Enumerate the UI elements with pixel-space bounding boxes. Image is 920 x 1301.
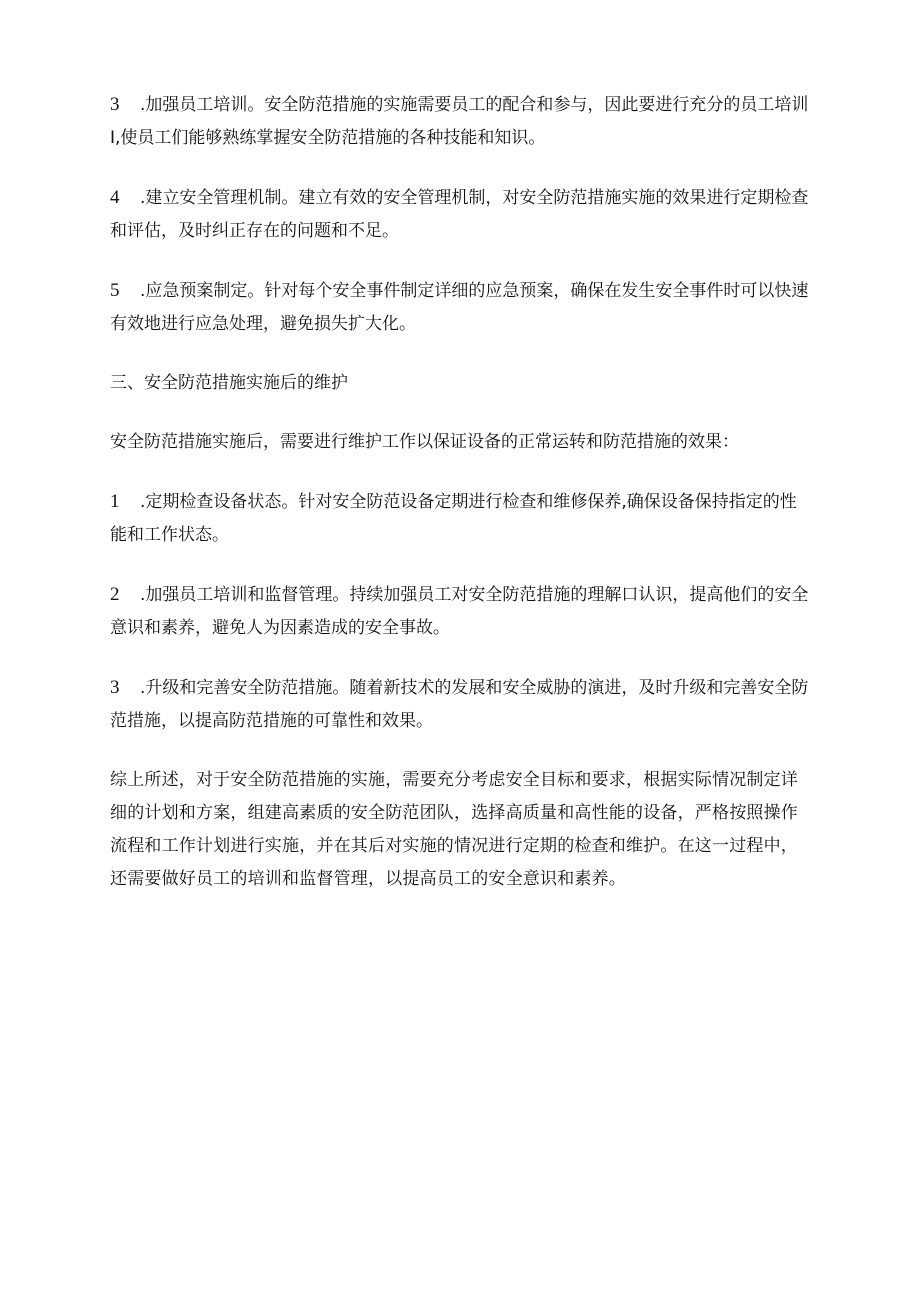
list-item — [110, 274, 810, 341]
list-number: 2 — [110, 584, 120, 605]
list-item — [110, 671, 810, 738]
list-text: .加强员工培训和监督管理。持续加强员工对安全防范措施的理解口认识，提高他们的安全意识和素养，避免人为因素造成的安全事故。 — [110, 585, 809, 638]
section-intro: 安全防范措施实施后，需要进行维护工作以保证设备的正常运转和防范措施的效果： — [110, 432, 739, 452]
document-page — [110, 88, 810, 896]
list-item — [110, 88, 810, 155]
list-item — [110, 578, 810, 645]
list-item — [110, 181, 810, 248]
list-number: 3 — [110, 677, 120, 698]
list-text: .加强员工培训。安全防范措施的实施需要员工的配合和参与，因此要进行充分的员工培训I,使员工们能够熟练掌握安全防范措施的各种技能和知识。 — [110, 95, 809, 148]
list-number: 5 — [110, 280, 120, 301]
list-number: 3 — [110, 94, 120, 115]
section-heading: 三、安全防范措施实施后的维护 — [110, 373, 348, 393]
list-text: .升级和完善安全防范措施。随着新技术的发展和安全威胁的演进，及时升级和完善安全防范措施，以提高防范措施的可靠性和效果。 — [110, 678, 809, 731]
list-number: 4 — [110, 187, 120, 208]
summary-paragraph: 综上所述，对于安全防范措施的实施，需要充分考虑安全目标和要求，根据实际情况制定详细的计划和方案，组建高素质的安全防范团队，选择高质量和高性能的设备，严格按照操作流程和工作计划进行实施，并在其后对实施的情况进行定期的检查和维护。在这一过程中，还需要做好员工的培训和监督管理，以提高员工的安全意识和素养。 — [110, 770, 798, 889]
list-text: .建立安全管理机制。建立有效的安全管理机制，对安全防范措施实施的效果进行定期检查和评估，及时纠正存在的问题和不足。 — [110, 188, 809, 241]
list-number: 1 — [110, 491, 120, 512]
list-text: .应急预案制定。针对每个安全事件制定详细的应急预案，确保在发生安全事件时可以快速有效地进行应急处理，避免损失扩大化。 — [110, 281, 809, 334]
list-text: .定期检查设备状态。针对安全防范设备定期进行检查和维修保养,确保设备保持指定的性能和工作状态。 — [110, 492, 797, 545]
list-item — [110, 485, 810, 552]
